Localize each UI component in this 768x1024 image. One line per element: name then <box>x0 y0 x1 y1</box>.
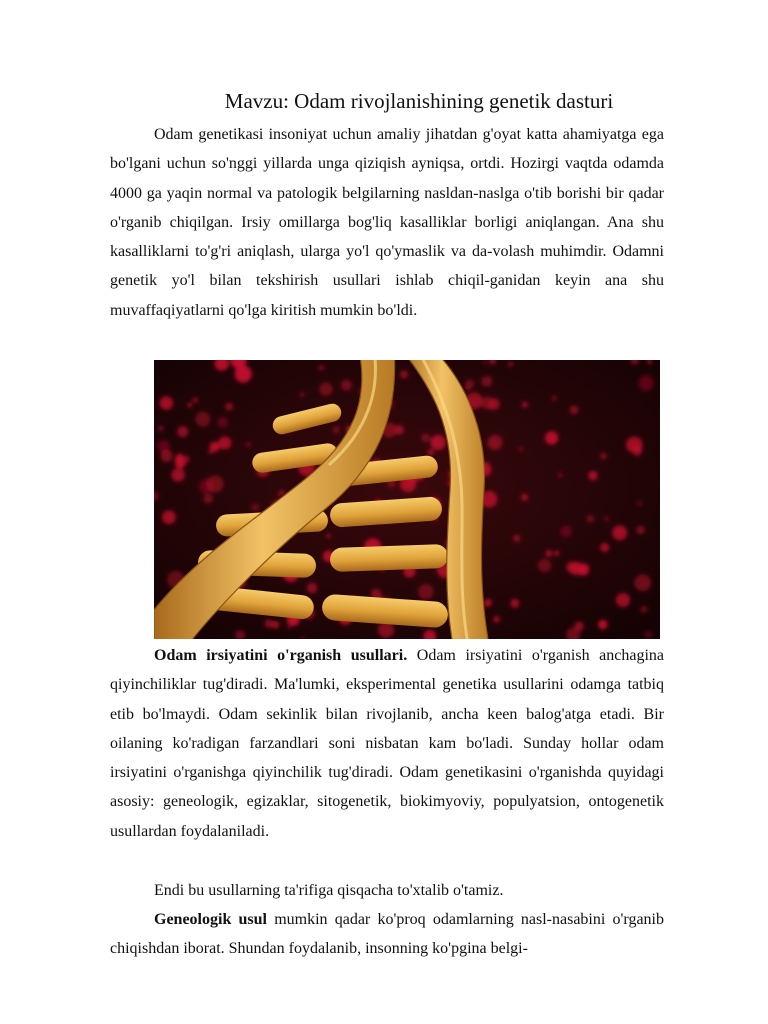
dna-helix-illustration <box>154 360 660 639</box>
particle <box>277 492 282 497</box>
particle <box>421 433 430 442</box>
particle <box>508 361 514 367</box>
particle <box>600 452 607 459</box>
particle <box>570 562 584 576</box>
particle <box>598 620 607 629</box>
particle <box>319 382 333 396</box>
particle <box>574 621 584 631</box>
particle <box>588 471 597 480</box>
particle <box>513 534 521 542</box>
particle <box>465 385 470 390</box>
genealogical-paragraph <box>110 905 664 964</box>
particle <box>199 479 214 494</box>
particle <box>160 450 172 462</box>
particle <box>218 417 228 427</box>
particle <box>158 426 164 432</box>
particle <box>195 412 210 427</box>
particle <box>600 543 609 552</box>
dna-helix-image <box>154 360 660 639</box>
particle <box>545 431 558 444</box>
particle <box>326 533 331 538</box>
methods-paragraph <box>110 641 664 846</box>
particle <box>218 436 231 449</box>
particle <box>162 510 176 524</box>
particle <box>418 584 434 600</box>
particle <box>299 392 305 398</box>
genealogical-body: mumkin qadar ko'proq odamlarning nasl-nasabini o'rganib chiqishdan iborat. Shundan foydalanib, insonning ko'pgina belgi- <box>110 911 664 958</box>
particle <box>626 437 642 453</box>
particle <box>265 619 274 628</box>
particle <box>171 468 185 482</box>
particle <box>551 395 557 401</box>
particle <box>558 472 563 477</box>
particle <box>341 380 352 391</box>
particle <box>636 526 645 535</box>
particle <box>333 426 340 433</box>
particle <box>483 360 487 364</box>
particle <box>634 574 651 591</box>
particle <box>522 402 528 408</box>
particle <box>251 503 259 511</box>
base-pair-rung <box>330 544 449 572</box>
particle <box>246 443 250 447</box>
particle <box>637 501 641 505</box>
particle <box>545 550 552 557</box>
methods-body: Odam irsiyatini o'rganish anchagina qiyinchiliklar tug'diradi. Ma'lumki, eksperimental genetika usullarini odamga tatbiq etib bo'lmaydi. Odam sekinlik bilan rivojlanib, ancha keen balog'atga etadi. Bir oilaning ko'radigan farzandlari soni nisbatan kam bo'ladi. Sunday hollar odam irsiyatini o'rganishga qiyinchilik tug'diradi. Odam genetikasini o'rganishda quyidagi asosiy: geneologik, egizaklar, sitogenetik, biokimyoviy, populyatsion, ontogenetik usullardan foydalaniladi. <box>110 647 665 840</box>
particle <box>640 606 647 613</box>
particle <box>493 616 500 623</box>
particle <box>225 403 233 411</box>
particle <box>319 365 324 370</box>
particle <box>159 396 173 410</box>
particle <box>175 454 184 463</box>
particle <box>604 516 609 521</box>
particle <box>428 449 434 455</box>
particle <box>586 515 594 523</box>
particle <box>177 426 188 437</box>
particle <box>203 494 213 504</box>
particle <box>616 593 630 607</box>
particle <box>645 631 653 639</box>
particle <box>430 435 445 450</box>
particle <box>192 397 198 403</box>
particle <box>510 599 519 608</box>
particle <box>187 402 192 407</box>
particle <box>612 525 627 540</box>
transition-paragraph: Endi bu usullarning ta'rifiga qisqacha to'xtalib o'tamiz. <box>154 882 504 899</box>
particle <box>481 376 492 387</box>
particle <box>210 442 220 452</box>
particle <box>570 405 579 414</box>
genealogical-heading: Geneologik usul <box>154 911 267 928</box>
particle <box>287 625 291 629</box>
particle <box>560 526 572 538</box>
page-title: Mavzu: Odam rivojlanishining genetik dasturi <box>224 89 614 113</box>
methods-heading: Odam irsiyatini o'rganish usullari. <box>154 647 408 664</box>
particle <box>488 435 503 450</box>
particle <box>554 551 559 556</box>
particle <box>521 494 528 501</box>
intro-paragraph: Odam genetikasi insoniyat uchun amaliy jihatdan g'oyat katta ahamiyatga ega bo'lgani uchun so'nggi yillarda unga qiziqish ayniqsa, ortdi. Hozirgi vaqtda odamda 4000 ga yaqin normal va patologik belgilarning nasldan-naslga o'tib borishi bir qadar o'rganib chiqilgan. Irsiy omillarga bog'liq kasalliklar borligi aniqlangan. Ana shu kasalliklarni to'g'ri aniqlash, ularga yo'l qo'ymaslik va da-volash muhimdir. Odamni genetik yo'l bilan tekshirish usullari ishlab chiqil-ganidan keyin ana shu muvaffaqiyatlarni qo'lga kiritish mumkin bo'ldi. <box>110 126 664 319</box>
particle <box>538 559 552 573</box>
particle <box>481 396 494 409</box>
particle <box>519 447 523 451</box>
particle <box>400 371 408 379</box>
particle <box>307 583 317 593</box>
particle <box>638 375 654 391</box>
